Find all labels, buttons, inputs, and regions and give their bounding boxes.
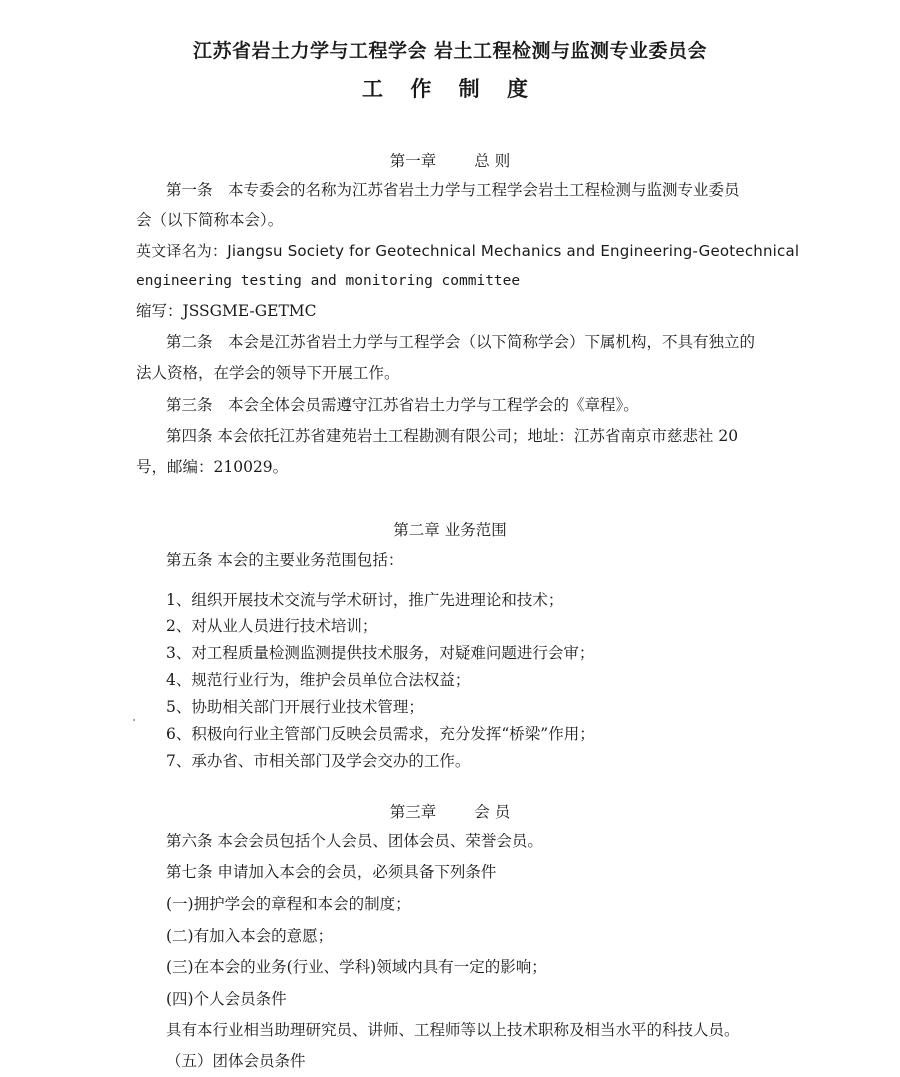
chapter-3-number: 第三章 [389,803,437,821]
english-name-line-2: engineering testing and monitoring committee [136,273,521,289]
condition-2: (二)有加入本会的意愿； [166,927,334,945]
list-item: 5、协助相关部门开展行业技术管理； [166,698,424,716]
chapter-1-heading [0,149,900,171]
article-3: 第三条 本会全体会员需遵守江苏省岩土力学与工程学会的《章程》。 [166,396,639,414]
condition-5: （五）团体会员条件 [166,1052,306,1070]
list-item: 1、组织开展技术交流与学术研讨，推广先进理论和技术； [166,591,564,609]
condition-4: (四)个人会员条件 [166,990,287,1008]
list-item: 4、规范行业行为，维护会员单位合法权益； [166,671,471,689]
chapter-1-number: 第一章 [389,152,437,170]
article-2-line-1: 第二条 本会是江苏省岩土力学与工程学会（以下简称学会）下属机构，不具有独立的 [166,333,756,351]
document-subtitle: 工 作 制 度 [362,77,538,101]
article-5: 第五条 本会的主要业务范围包括： [166,551,404,569]
condition-1: (一)拥护学会的章程和本会的制度； [166,895,411,913]
abbreviation: 缩写：JSSGME-GETMC [136,302,317,320]
list-item: 7、承办省、市相关部门及学会交办的工作。 [166,752,471,770]
list-item: 3、对工程质量检测监测提供技术服务，对疑难问题进行会审； [166,644,595,662]
list-item: 2、对从业人员进行技术培训； [166,617,378,635]
list-item: 6、积极向行业主管部门反映会员需求，充分发挥“桥梁”作用； [166,725,595,743]
condition-4-text: 具有本行业相当助理研究员、讲师、工程师等以上技术职称及相当水平的科技人员。 [166,1021,740,1039]
scan-speck [133,719,135,721]
article-6: 第六条 本会会员包括个人会员、团体会员、荣誉会员。 [166,832,543,850]
article-2-line-2: 法人资格，在学会的领导下开展工作。 [136,364,400,382]
article-4-line-2: 号，邮编：210029。 [136,458,289,476]
english-name-line-1: 英文译名为：Jiangsu Society for Geotechnical Mechanics and Engineering-Geotechnical [136,242,800,260]
condition-3: (三)在本会的业务(行业、学科)领域内具有一定的影响； [166,958,547,976]
chapter-3-name: 会 员 [474,803,511,821]
article-7: 第七条 申请加入本会的会员，必须具备下列条件 [166,863,497,881]
article-1-line-2: 会（以下简称本会）。 [136,211,284,229]
chapter-1-name: 总 则 [474,152,511,170]
chapter-3-heading [0,800,900,822]
article-1-line-1: 第一条 本专委会的名称为江苏省岩土力学与工程学会岩土工程检测与监测专业委员 [166,181,740,199]
chapter-2-heading: 第二章 业务范围 [393,521,507,539]
document-title: 江苏省岩土力学与工程学会 岩土工程检测与监测专业委员会 [192,40,708,62]
article-4-line-1: 第四条 本会依托江苏省建苑岩土工程勘测有限公司；地址：江苏省南京市慈悲社 20 [166,427,739,445]
